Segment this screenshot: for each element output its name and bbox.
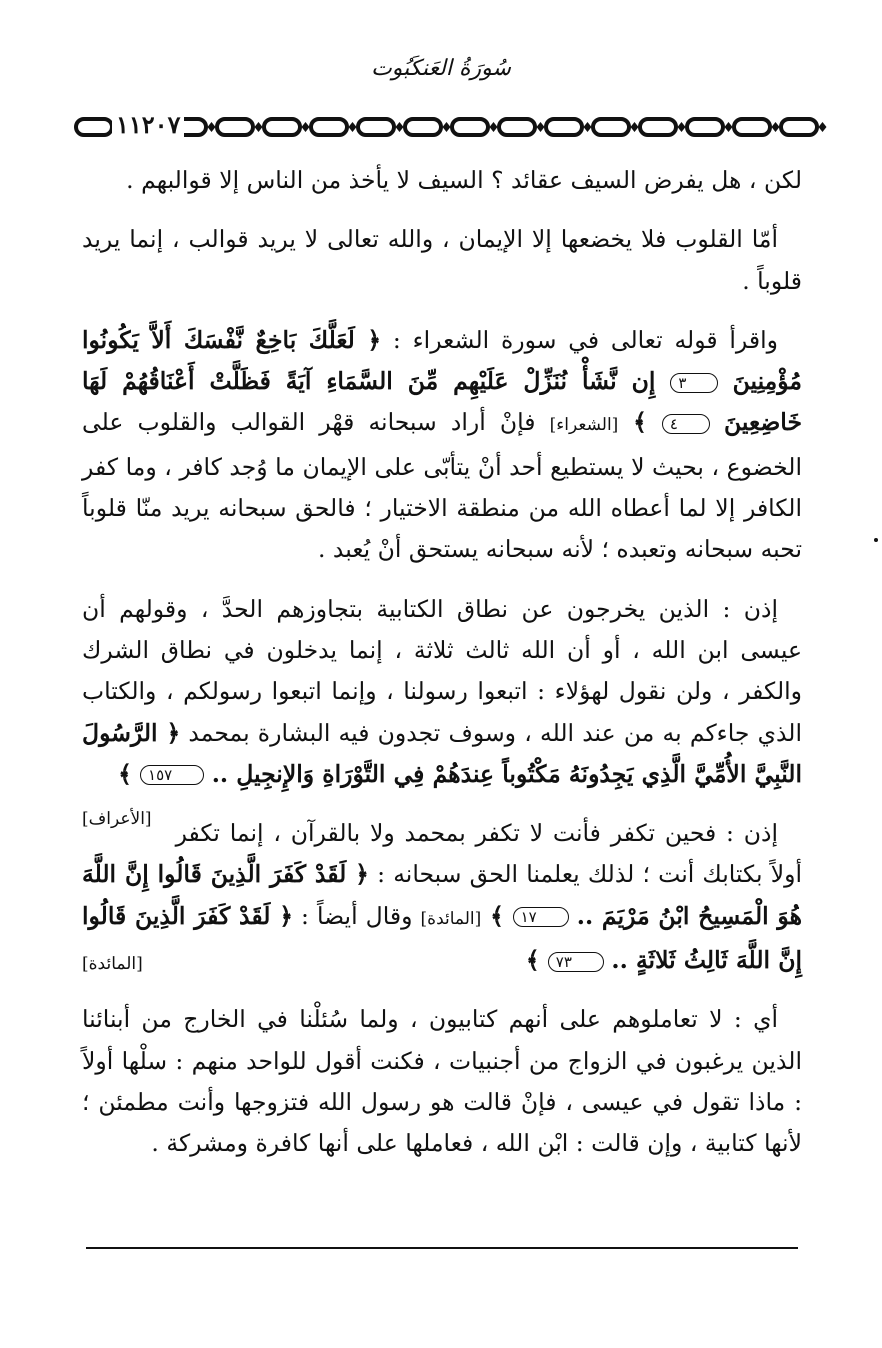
border-link [358,119,394,135]
border-diamond [208,122,216,132]
ayah-number-badge: ٤ [662,414,710,434]
paragraph-text: أي : لا تعاملوهم على أنهم كتابيون ، ولما سُئلْنا في الخارج من أبنائنا الذين يرغبون في الزواج من أجنبيات ، فكنت أقول للواحد منهم : سلْها أولاً : ماذا تقول في عيسى ، فإنْ قالت هو رسول الله فتزوجها وأنت مطمئن ؛ لأنها كتابية ، وإن قالت : ابْن الله ، فعاملها على أنها كافرة ومشركة . [82,1005,802,1158]
verse-close-bracket: ﴾ [481,901,513,930]
border-link [264,119,300,135]
border-link [546,119,582,135]
border-diamond [678,122,686,132]
paragraph-text: لكن ، هل يفرض السيف عقائد ؟ السيف لا يأخذ من الناس إلا قوالبهم . [126,166,802,194]
paragraph-lead: إذن : فحين تكفر فأنت لا تكفر بمحمد ولا بالقرآن ، إنما تكفر أولاً بكتابك أنت ؛ لذلك يعلمنا الحق سبحانه : [175,819,802,889]
verse-close-bracket: ﴾ [118,759,141,788]
page-body [82,160,802,1183]
border-link [311,119,347,135]
border-link [640,119,676,135]
paragraph-text: وقال أيضاً : [292,901,421,930]
quran-verse: لَعَلَّكَ بَاخِعٌ نَّفْسَكَ أَلاَّ يَكُونُوا مُؤْمِنِينَ [82,325,802,396]
paragraph-lead: واقرأ قوله تعالى في سورة الشعراء : [381,325,778,354]
decorative-border-band [72,114,832,140]
verse-open-bracket: ﴿ [354,325,382,354]
page-number: ١١٢٠٧ [112,110,184,139]
border-diamond [537,122,545,132]
footer-rule [86,1247,798,1249]
paragraph-3 [82,320,802,571]
quran-verse: الرَّسُولَ النَّبِيَّ الأُمِّيَّ الَّذِي يَجِدُونَهُ مَكْتُوباً عِندَهُمْ فِي التَّوْرَاةِ وَالإِنجِيلِ .. [82,718,802,788]
border-diamond [443,122,451,132]
quran-verse: إِن نَّشَأْ نُنَزِّلْ عَلَيْهِم مِّنَ السَّمَاءِ آيَةً فَظَلَّتْ أَعْنَاقُهُمْ لَهَا خَاضِعِينَ [82,367,802,437]
paragraph-lead: إذن : الذين يخرجون عن نطاق الكتابية بتجاوزهم الحدَّ ، وقولهم أن عيسى ابن الله ، أو أن الله ثالث ثلاثة ، إنما يدخلون في نطاق الشرك والكفر ، ولن نقول لهؤلاء : اتبعوا رسولنا ، وإنما اتبعوا رسولكم ، والكتاب الذي جاءكم به من عند الله ، وسوف تجدون فيه البشارة بمحمد [82,594,802,747]
quran-verse: لَقَدْ كَفَرَ الَّذِينَ قَالُوا إِنَّ اللَّهَ ثَالِثُ ثَلاثَةٍ .. [82,901,802,975]
border-diamond [302,122,310,132]
paragraph-5 [82,813,802,981]
verse-open-bracket: ﴿ [346,860,369,889]
surah-reference: [المائدة] [420,908,482,929]
surah-reference: [الشعراء] [549,415,619,436]
ayah-number-badge: ١٧ [513,907,569,927]
surah-title: سُورَةُ العَنكَبُوت [371,56,511,81]
paragraph-1 [82,160,802,201]
border-link [593,119,629,135]
border-link [687,119,723,135]
border-link [499,119,535,135]
ayah-number-badge: ١٥٧ [140,765,204,785]
border-diamond [349,122,357,132]
border-link [405,119,441,135]
paragraph-text: أمّا القلوب فلا يخضعها إلا الإيمان ، والله تعالى لا يريد قوالب ، إنما يريد قلوباً . [82,225,802,295]
border-diamond [396,122,404,132]
paragraph-2 [82,219,802,302]
verse-close-bracket: ﴾ [525,946,548,975]
verse-close-bracket: ﴾ [618,408,662,437]
border-diamond [819,122,827,132]
surah-reference: [الأعراف] [82,809,152,830]
verse-open-bracket: ﴿ [157,718,181,747]
ayah-number-badge: ٣ [670,373,718,393]
surah-reference: [المائدة] [82,954,143,975]
paragraph-text: فإنْ أراد سبحانه قهْر القوالب والقلوب على الخضوع ، بحيث لا يستطيع أحد أنْ يتأبّى على الإيمان ما وُجد كافر ، وما كفر الكافر إلا لما أعطاه الله من منطقة الاختيار ؛ فالحق سبحانه يريد منّا قلوباً تحبه سبحانه وتعبده ؛ لأنه سبحانه يستحق أنْ يُعبد . [82,408,803,564]
border-link [217,119,253,135]
paragraph-4 [82,589,802,830]
border-link [76,119,112,135]
margin-dot [874,538,878,542]
paragraph-6 [82,999,802,1164]
border-diamond [584,122,592,132]
border-diamond [725,122,733,132]
verse-open-bracket: ﴿ [270,901,293,930]
border-diamond [631,122,639,132]
quran-verse: لَقَدْ كَفَرَ الَّذِينَ قَالُوا إِنَّ اللَّهَ هُوَ الْمَسِيحُ ابْنُ مَرْيَمَ .. [82,860,802,930]
border-link [781,119,817,135]
border-diamond [772,122,780,132]
border-diamond [255,122,263,132]
ayah-number-badge: ٧٣ [548,952,604,972]
border-link [452,119,488,135]
border-diamond [490,122,498,132]
border-link [734,119,770,135]
